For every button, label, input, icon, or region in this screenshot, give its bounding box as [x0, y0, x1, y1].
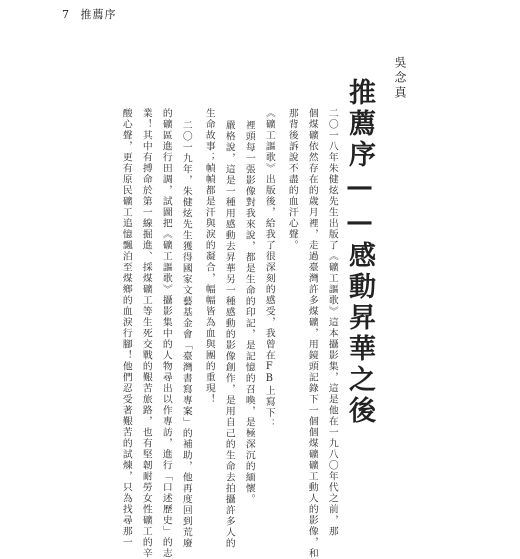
body-line: 業！其中有搏命於第一線掘進、採煤礦工等生死交戰的艱苦旅路，也有堅韌耐勞女性礦工的辛 [140, 108, 152, 559]
body-line: 裡頭每一張影像對我來說，都是生命的印記，是記憶的召喚，是極深沉的緬懷。 [243, 120, 255, 505]
body-line: 那背後訴說不盡的血汗心聲。 [286, 108, 298, 251]
body-line: 生命故事；幀幀都是汗與淚的凝合，幅幅皆為血與團的重現！ [203, 108, 215, 405]
body-line: 《礦工謳歌》出版後，給我了很深刻的感受，我曾在FB上寫下： [263, 108, 275, 430]
body-line: 的礦區進行田調，試圖把《礦工謳歌》攝影集中的人物尋出以作專訪，進行「口述歷史」的志 [160, 108, 172, 559]
body-line: 二〇一九年，朱健炫先生獲得國家文藝基金會「臺灣書寫專案」的補助，他再度回到荒廢 [180, 120, 192, 549]
chapter-title: 推薦序——感動昇華之後 [344, 78, 375, 427]
running-header [62, 6, 117, 22]
body-line: 嚴格說，這是一種用感動去昇華另一種感動的影像創作，是用自己的生命去拍攝許多人的 [223, 120, 235, 549]
author-name: 吳念真 [393, 56, 407, 101]
page-number: 7 [62, 8, 70, 21]
section-title: 推薦序 [80, 8, 117, 21]
body-line: 酸心聲，更有原民礦工追憶飄泊至煤鄉的血淚行腳！他們忍受著艱苦的試煉，只為找尋那一 [120, 108, 132, 548]
body-line: 個煤礦依然存在的歲月裡，走過臺灣許多煤礦，用鏡頭記錄下一個個煤礦礦工動人的影像，和 [306, 108, 318, 559]
body-line: 二〇一八年朱健炫先生出版了《礦工謳歌》這本攝影集，這是他在一九八〇年代之前，那 [326, 108, 338, 537]
